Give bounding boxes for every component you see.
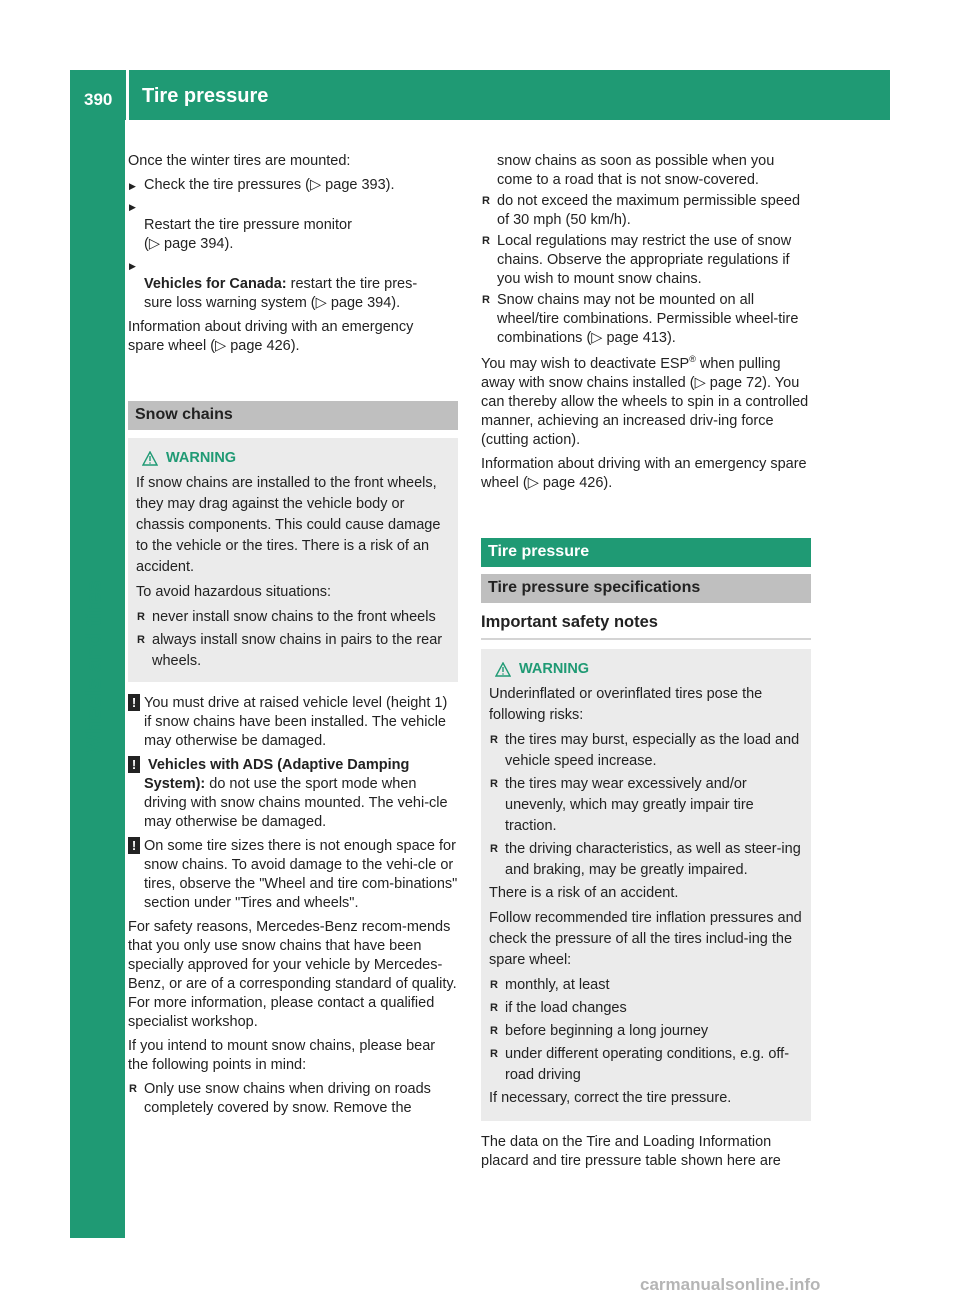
notice-ads: ! Vehicles with ADS (Adaptive Damping System): do not use the sport mode when driving with snow chains mounted. The vehi-cle may otherwise be damaged. [128,756,458,832]
warning-body: Underinflated or overinflated tires pose the following risks: [489,685,763,723]
warning-bullet: R the tires may burst, especially as the load and vehicle speed increase. [489,730,803,772]
warning-title: WARNING [489,659,803,680]
warning-risk: There is a risk of an accident. [489,884,679,901]
exclamation-icon: ! [128,756,140,773]
step-canada: ▶ Vehicles for Canada: restart the tire pres- sure loss warning system (▷ page 394). [128,256,458,313]
warning-bullet: R if the load changes [489,998,803,1019]
snow-chain-bullet: R do not exceed the maximum permissible speed of 30 mph (50 km/h). [481,192,811,230]
step-restart-monitor: ▶ Restart the tire pressure monitor (▷ page 394). [128,197,458,254]
warning-box-snow-chains [128,438,458,682]
mount-paragraph: If you intend to mount snow chains, please bear the following points in mind: [128,1038,436,1073]
warning-triangle-icon [142,451,158,466]
page-header [70,70,890,120]
snow-chain-bullet: R Local regulations may restrict the use of snow chains. Observe the appropriate regulations if you wish to mount snow chains. [481,232,811,289]
warning-bullet: R never install snow chains to the front wheels [136,607,450,628]
right-column [481,152,811,1176]
step-check-pressure: ▶ Check the tire pressures (▷ page 393). [128,176,458,195]
safety-paragraph: For safety reasons, Mercedes-Benz recom-mends that you only use snow chains that have been specially approved for your vehicle by Mercedes-Benz, or are of a corresponding standard of quality. For more information, please contact a qualified specialist workshop. [128,919,457,1030]
continued-text: snow chains as soon as possible when you come to a road that is not snow-covered. [497,153,775,188]
warning-body: If snow chains are installed to the front wheels, they may drag against the vehicle body or chassis components. This could cause damage to the vehicle or the tires. There is a risk of an accident. [136,475,441,575]
page-title: Tire pressure [142,85,269,107]
warning-bullet: R before beginning a long journey [489,1021,803,1042]
header-divider [126,70,129,120]
warning-box-tire-pressure [481,649,811,1121]
warning-bullet: R the driving characteristics, as well as steer-ing and braking, may be greatly impaired. [489,839,803,881]
watermark-text: carmanualsonline.info [640,1275,821,1294]
sidebar-chapter-label: Wheels and tires [81,580,106,755]
snow-chain-bullet: R Only use snow chains when driving on roads completely covered by snow. Remove the [128,1080,458,1118]
subsection-heading-specifications: Tire pressure specifications [481,574,811,603]
esp-paragraph: You may wish to deactivate ESP® when pulling away with snow chains installed (▷ page 72). You can thereby allow the wheels to spin in a controlled manner, achieving an increased driv-ing force (cutting action). [481,354,809,448]
notice-tire-sizes: ! On some tire sizes there is not enough space for snow chains. To avoid damage to the vehi-cle or tires, observe the "Wheel and tire com-binations" section under "Tires and wheels". [128,837,458,913]
left-column [128,152,458,1120]
intro-text: Once the winter tires are mounted: [128,153,351,169]
warning-bullet: R monthly, at least [489,975,803,996]
warning-bullet: R the tires may wear excessively and/or unevenly, which may greatly impair tire traction. [489,774,803,837]
warning-triangle-icon [495,662,511,677]
warning-bullet: R under different operating conditions, e.g. off-road driving [489,1044,803,1086]
snow-chain-bullet: R Snow chains may not be mounted on all wheel/tire combinations. Permissible wheel-tire combinations (▷ page 413). [481,291,811,348]
section-heading-tire-pressure: Tire pressure [481,538,811,567]
section-heading-snow-chains: Snow chains [128,401,458,430]
heading-important-safety-notes: Important safety notes [481,613,811,640]
page-number: 390 [84,90,113,109]
info-emergency-wheel: Information about driving with an emergency spare wheel (▷ page 426). [481,455,807,491]
warning-bullet: R always install snow chains in pairs to the rear wheels. [136,630,450,672]
warning-title: WARNING [136,448,450,469]
warning-instruction: Follow recommended tire inflation pressures and check the pressure of all the tires includ-ing the spare wheel: [489,909,802,968]
warning-correct: If necessary, correct the tire pressure. [489,1089,732,1106]
placard-paragraph: The data on the Tire and Loading Information placard and tire pressure table shown here are [481,1133,781,1169]
info-emergency-wheel: Information about driving with an emergency spare wheel (▷ page 426). [128,319,414,354]
exclamation-icon: ! [128,837,140,854]
warning-instruction: To avoid hazardous situations: [136,584,332,600]
exclamation-icon: ! [128,694,140,711]
notice-raised-level: ! You must drive at raised vehicle level (height 1) if snow chains have been installed. The vehicle may otherwise be damaged. [128,694,458,751]
